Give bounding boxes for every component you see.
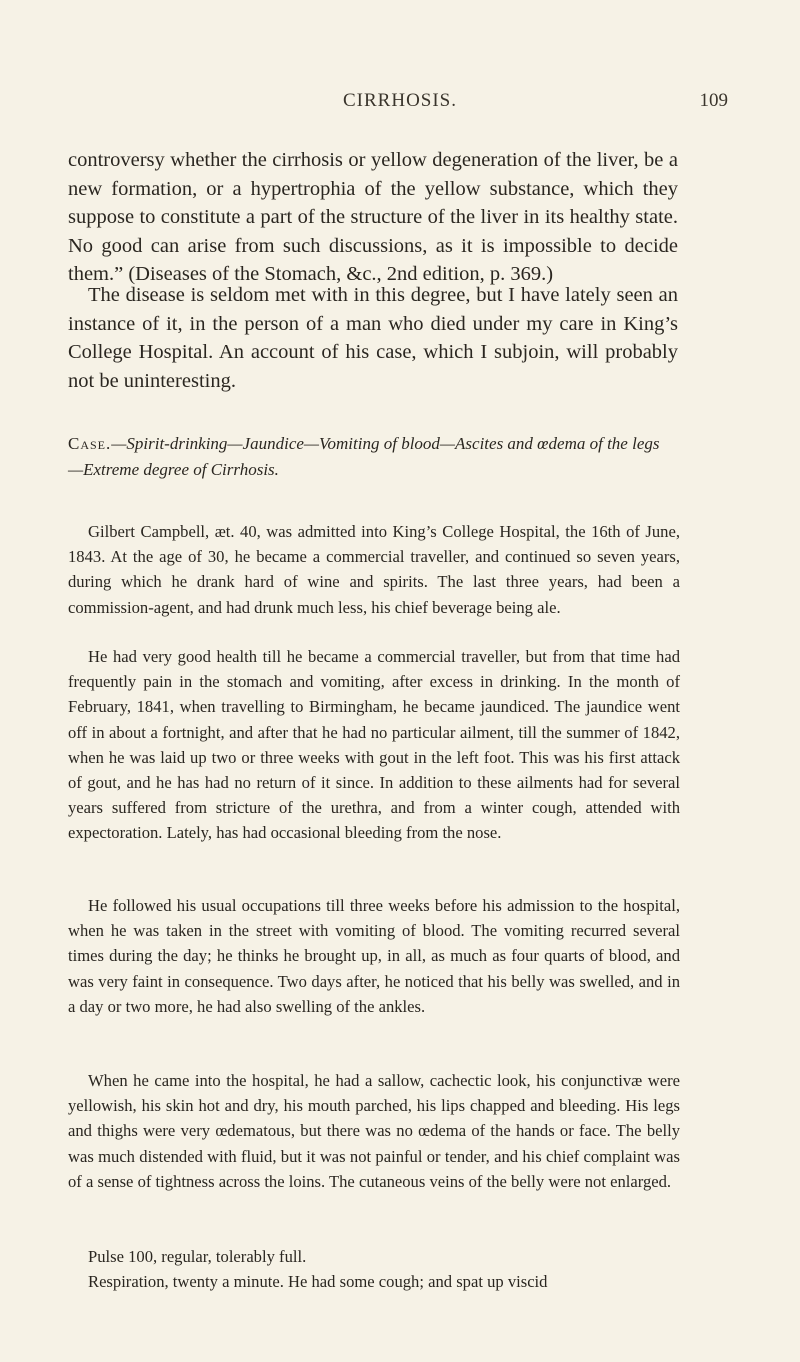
running-title: CIRRHOSIS. [343,90,457,111]
case-paragraph-admission: Gilbert Campbell, æt. 40, was admitted into King’s College Hospital, the 16th of June, 1843. At the age of 30, he became a commercial traveller, and continued so seven years, during which he drank hard of wine and spirits. The last three years, had been a commission-agent, and had drunk much less, his chief beverage being ale. [68,522,680,617]
case-title: —Spirit-drinking—Jaundice—Vomiting of blood—Ascites and œdema of the legs—Extreme degree of Cirrhosis. [68,434,660,479]
case-heading [68,431,668,483]
case-paragraph-respiration: Respiration, twenty a minute. He had some cough; and spat up viscid [88,1272,548,1291]
paragraph-controversy: controversy whether the cirrhosis or yellow degeneration of the liver, be a new formation, or a hypertrophia of the yellow substance, which they suppose to constitute a part of the structure of the liver in its healthy state. No good can arise from such discussions, as it is impossible to decide them.” (Diseases of the Stomach, &c., 2nd edition, p. 369.) [68,149,678,285]
case-paragraph-history: He had very good health till he became a commercial traveller, but from that time had frequently pain in the stomach and vomiting, after excess in drinking. In the month of February, 1841, when travelling to Birmingham, he became jaundiced. The jaundice went off in about a fortnight, and after that he had no particular ailment, till the summer of 1842, when he was laid up two or three weeks with gout in the left foot. This was his first attack of gout, and he has had no return of it since. In addition to these ailments had for several years suffered from stricture of the urethra, and from a winter cough, attended with expectoration. Lately, has had occasional bleeding from the nose. [68,647,680,843]
paragraph-disease-seldom-met: The disease is seldom met with in this degree, but I have lately seen an instance of it, in the person of a man who died under my care in King’s College Hospital. An account of his case, which I subjoin, will probably not be uninteresting. [68,284,678,392]
case-paragraph-vomiting: He followed his usual occupations till three weeks before his admission to the hospital, when he was taken in the street with vomiting of blood. The vomiting recurred several times during the day; he thinks he brought up, in all, as much as four quarts of blood, and was very faint in consequence. Two days after, he noticed that his belly was swelled, and in a day or two more, he had also swelling of the ankles. [68,896,680,1016]
case-paragraph-examination: When he came into the hospital, he had a sallow, cachectic look, his conjunctivæ were yellowish, his skin hot and dry, his mouth parched, his lips chapped and bleeding. His legs and thighs were very œdematous, but there was no œdema of the hands or face. The belly was much distended with fluid, but it was not painful or tender, and his chief complaint was of a sense of tightness across the loins. The cutaneous veins of the belly were not enlarged. [68,1071,680,1191]
page-number: 109 [699,90,728,111]
case-label: Case. [68,434,112,453]
page-header [0,86,800,116]
case-paragraph-pulse: Pulse 100, regular, tolerably full. [88,1247,307,1266]
